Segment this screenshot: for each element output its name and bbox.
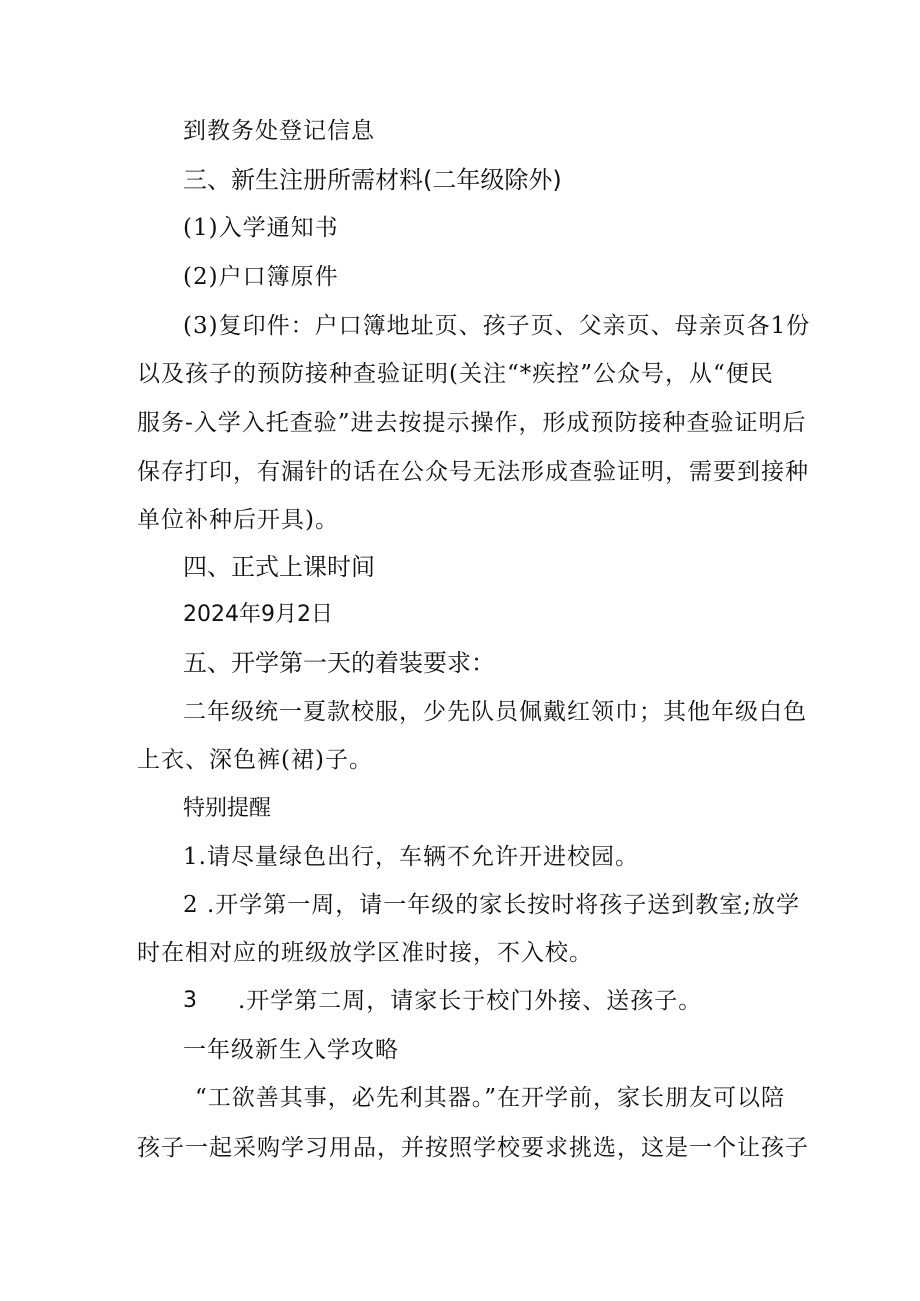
section-heading-5: 五、开学第一天的着装要求：: [183, 649, 495, 677]
dress-code-line-1: 二年级统一夏款校服，少先队员佩戴红领巾；其他年级白色: [183, 699, 807, 725]
paragraph-line: 到教务处登记信息: [183, 118, 375, 144]
guide-paragraph-line-1: “工欲善其事，必先利其器。”在开学前，家长朋友可以陪: [195, 1085, 786, 1111]
reminder-item-2-line-1: 2 .开学第一周，请一年级的家长按时将孩子送到教室;放学: [183, 892, 801, 918]
material-item-2: (2)户口簿原件: [183, 264, 339, 290]
reminder-item-2-line-2: 时在相对应的班级放学区准时接，不入校。: [137, 940, 593, 966]
reminder-item-3-number: 3: [183, 988, 197, 1013]
material-item-1: (1)入学通知书: [183, 215, 339, 241]
guide-paragraph-line-2: 孩子一起采购学习用品，并按照学校要求挑选，这是一个让孩子: [137, 1135, 809, 1161]
class-start-date: 2024年9月2日: [183, 602, 333, 627]
material-item-3-line-5: 单位补种后开具)。: [137, 507, 339, 533]
section-heading-3: 三、新生注册所需材料(二年级除外): [183, 166, 562, 194]
material-item-3-line-2: 以及孩子的预防接种查验证明(关注“*疾控”公众号，从“便民: [137, 361, 774, 387]
material-item-3-line-4: 保存打印，有漏针的话在公众号无法形成查验证明，需要到接种: [137, 459, 809, 485]
guide-title: 一年级新生入学攻略: [183, 1037, 399, 1063]
reminder-title: 特别提醒: [183, 796, 272, 821]
material-item-3-line-3: 服务-入学入托查验”进去按提示操作，形成预防接种查验证明后: [137, 410, 807, 436]
reminder-item-3-text: .开学第二周，请家长于校门外接、送孩子。: [238, 988, 703, 1014]
material-item-3-line-1: (3)复印件：户口簿地址页、孩子页、父亲页、母亲页各1份: [183, 313, 811, 339]
reminder-item-1: 1.请尽量绿色出行，车辆不允许开进校园。: [183, 844, 639, 870]
dress-code-line-2: 上衣、深色裤(裙)子。: [137, 747, 373, 773]
section-heading-4: 四、正式上课时间: [183, 553, 375, 581]
